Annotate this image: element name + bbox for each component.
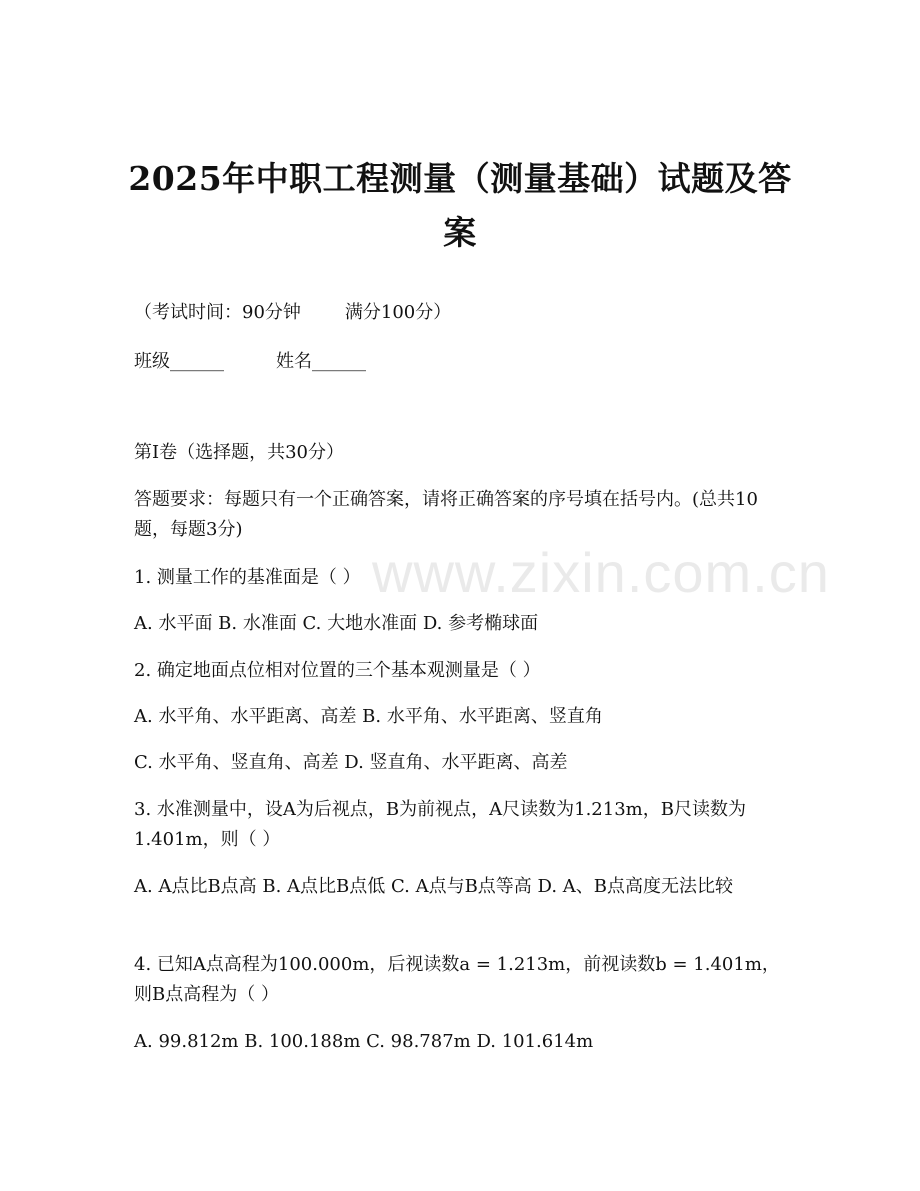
exam-time: （考试时间：90分钟 [134,302,301,323]
section-instructions: 答题要求：每题只有一个正确答案，请将正确答案的序号填在括号内。(总共10题，每题3分) [134,489,758,540]
question-3-stem: 3. 水准测量中，设A为后视点，B为前视点，A尺读数为1.213m，B尺读数为1.401m，则（ ） [134,799,746,850]
question-1-stem: 1. 测量工作的基准面是（ ） [134,567,361,588]
document-title: 2025年中职工程测量（测量基础）试题及答案 [128,159,792,252]
question-2-stem: 2. 确定地面点位相对位置的三个基本观测量是（ ） [134,660,541,681]
question-4-stem: 4. 已知A点高程为100.000m，后视读数a = 1.213m，前视读数b = 1.401m，则B点高程为（ ） [134,954,780,1005]
name-field: 姓名______ [276,351,366,372]
question-2-options-row-2: C. 水平角、竖直角、高差 D. 竖直角、水平距离、高差 [134,752,568,773]
question-1-options: A. 水平面 B. 水准面 C. 大地水准面 D. 参考椭球面 [134,613,539,634]
question-4-options: A. 99.812m B. 100.188m C. 98.787m D. 101.614m [134,1031,594,1052]
question-2-options-row-1: A. 水平角、水平距离、高差 B. 水平角、水平距离、竖直角 [134,706,603,727]
question-3-options: A. A点比B点高 B. A点比B点低 C. A点与B点等高 D. A、B点高度无法比较 [134,876,733,897]
student-fields [134,347,366,377]
exam-score: 满分100分） [344,302,452,323]
exam-info [134,298,451,328]
watermark: www.zixin.com.cn [372,541,830,604]
section-heading: 第I卷（选择题，共30分） [134,442,345,463]
class-field: 班级______ [134,351,224,372]
